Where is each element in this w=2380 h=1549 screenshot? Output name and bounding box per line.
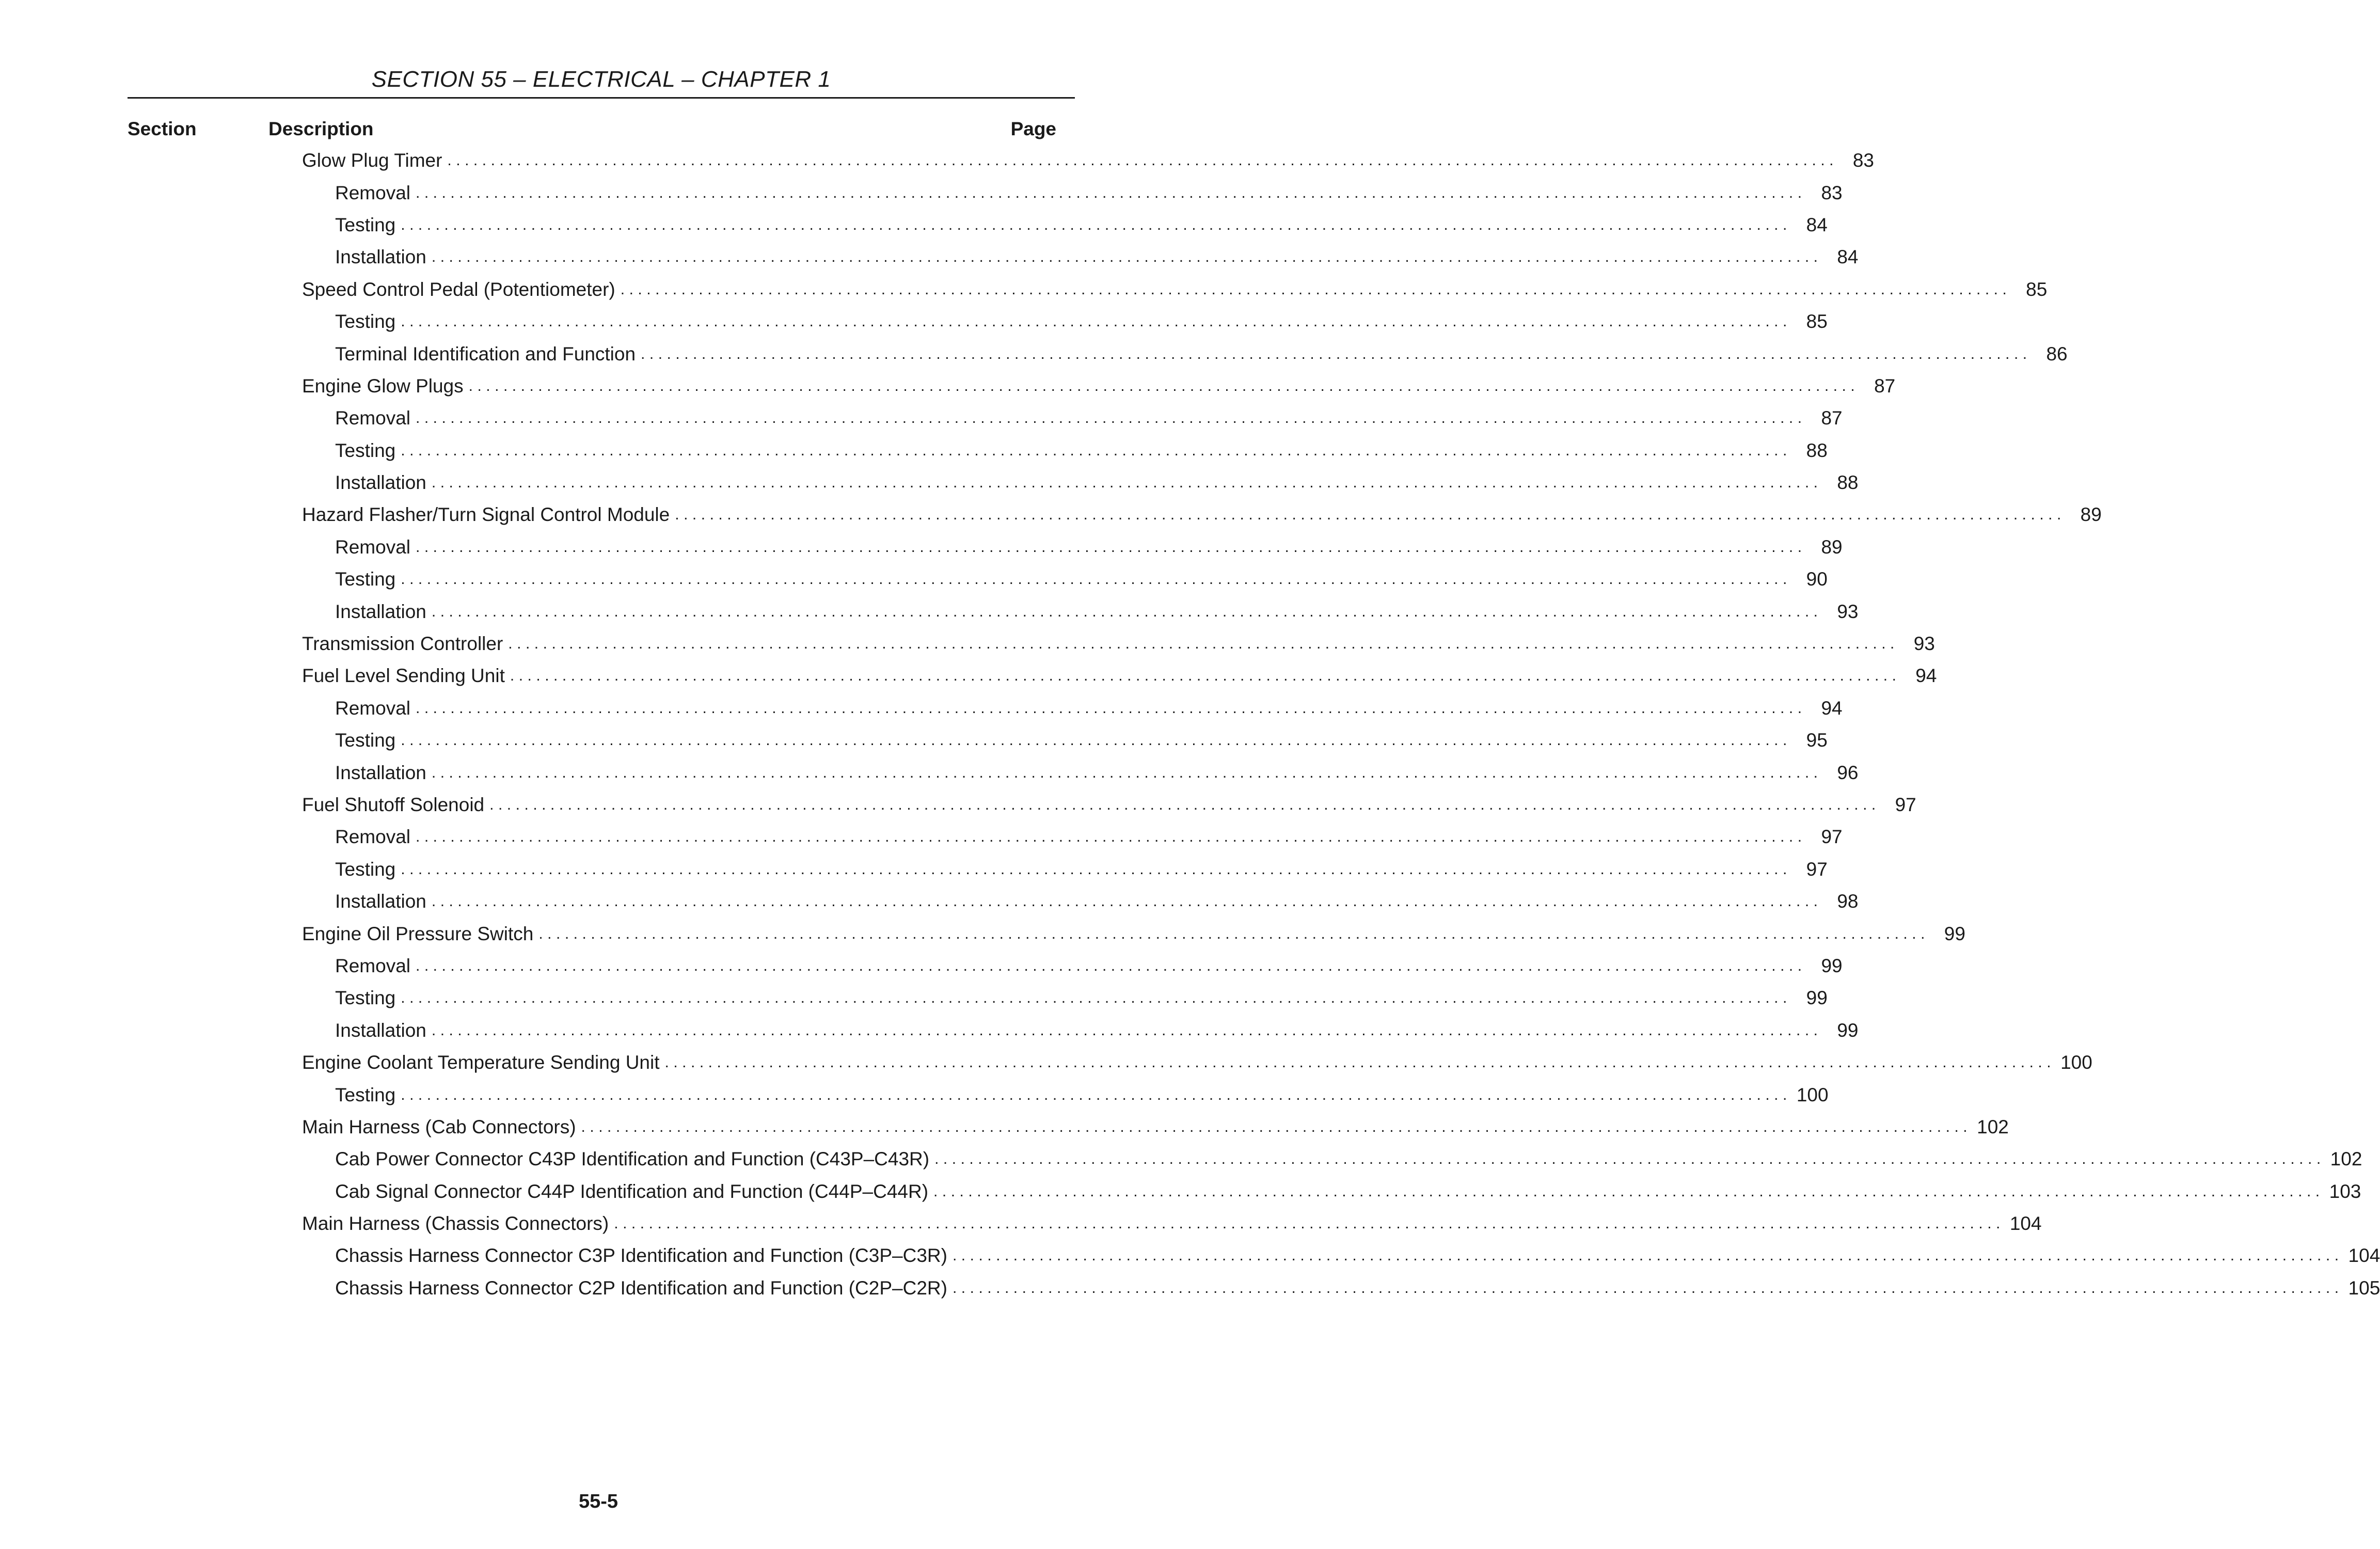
toc-entry-page: 104 bbox=[2009, 1213, 2042, 1235]
toc-entry-page: 89 bbox=[2080, 504, 2102, 526]
toc-entry-title: Fuel Shutoff Solenoid bbox=[302, 794, 485, 815]
toc-entry bbox=[0, 950, 1843, 982]
toc-entry-page: 86 bbox=[2046, 343, 2068, 365]
toc-entry bbox=[0, 918, 1965, 950]
toc-entry-page: 99 bbox=[1837, 1019, 1859, 1041]
page-header-title: SECTION 55 – ELECTRICAL – CHAPTER 1 bbox=[371, 67, 831, 92]
toc-entry-page: 88 bbox=[1806, 439, 1828, 461]
dot-leader: ................................................................................................................................................................ bbox=[641, 345, 2032, 362]
toc-entry-title: Testing bbox=[335, 568, 396, 590]
toc-entry-title: Removal bbox=[335, 407, 410, 429]
toc-entry bbox=[0, 628, 1935, 660]
toc-entry-page: 87 bbox=[1874, 375, 1896, 397]
toc-entry-page: 87 bbox=[1821, 407, 1843, 429]
toc-entry-page: 94 bbox=[1821, 697, 1843, 719]
toc-column-headers bbox=[0, 115, 1197, 144]
toc-entry-title: Fuel Level Sending Unit bbox=[302, 665, 505, 687]
toc-entry bbox=[0, 306, 1828, 338]
dot-leader: ................................................................................................................................................................ bbox=[401, 732, 1791, 749]
toc-entry bbox=[0, 853, 1828, 886]
toc-entry-page: 99 bbox=[1944, 923, 1965, 944]
toc-entry bbox=[0, 274, 2048, 306]
toc-entry-page: 83 bbox=[1821, 182, 1843, 203]
toc-entry bbox=[0, 435, 1828, 467]
toc-entry-title: Testing bbox=[335, 311, 396, 333]
toc-entry-title: Transmission Controller bbox=[302, 633, 503, 655]
toc-entry bbox=[0, 821, 1843, 853]
toc-entry-title: Speed Control Pedal (Potentiometer) bbox=[302, 278, 615, 300]
dot-leader: ................................................................................................................................................................ bbox=[401, 860, 1791, 878]
toc-entry-title: Glow Plug Timer bbox=[302, 150, 442, 171]
toc-entry-title: Installation bbox=[335, 762, 426, 783]
toc-entry-page: 99 bbox=[1821, 955, 1843, 976]
dot-leader: ................................................................................................................................................................ bbox=[934, 1150, 2325, 1168]
toc-entry-page: 85 bbox=[2026, 278, 2048, 300]
toc-entry-title: Installation bbox=[335, 472, 426, 494]
toc-entry-title: Testing bbox=[335, 730, 396, 751]
toc-entry-page: 84 bbox=[1806, 214, 1828, 235]
toc-entry-page: 83 bbox=[1852, 150, 1875, 171]
dot-leader: ................................................................................................................................................................ bbox=[508, 635, 1899, 653]
toc-entry-title: Cab Signal Connector C44P Identification and Function (C44P–C44R) bbox=[335, 1180, 929, 1202]
toc-entry-page: 97 bbox=[1895, 794, 1916, 815]
toc-entry-page: 85 bbox=[1806, 311, 1828, 333]
toc-entry bbox=[0, 1240, 2380, 1272]
dot-leader: ................................................................................................................................................................ bbox=[431, 764, 1822, 781]
toc-entry-title: Removal bbox=[335, 826, 410, 848]
toc-entry bbox=[0, 886, 1859, 918]
dot-leader: ................................................................................................................................................................ bbox=[401, 1086, 1791, 1103]
toc-entry bbox=[0, 370, 1896, 402]
toc-entry-page: 88 bbox=[1837, 472, 1859, 494]
toc-entry-page: 102 bbox=[2330, 1148, 2362, 1170]
toc-entry-page: 98 bbox=[1837, 891, 1859, 912]
toc-entry-page: 94 bbox=[1915, 665, 1937, 687]
dot-leader: ................................................................................................................................................................ bbox=[447, 152, 1838, 169]
dot-leader: ................................................................................................................................................................ bbox=[401, 571, 1791, 588]
dot-leader: ................................................................................................................................................................ bbox=[401, 216, 1791, 233]
dot-leader: ................................................................................................................................................................ bbox=[401, 313, 1791, 330]
toc-entry bbox=[0, 467, 1859, 499]
toc-entry bbox=[0, 660, 1937, 692]
toc-entry bbox=[0, 499, 2102, 531]
dot-leader: ................................................................................................................................................................ bbox=[431, 603, 1822, 620]
dot-leader: ................................................................................................................................................................ bbox=[952, 1247, 2343, 1265]
toc-entry-title: Cab Power Connector C43P Identification and Function (C43P–C43R) bbox=[335, 1148, 930, 1170]
dot-leader: ................................................................................................................................................................ bbox=[952, 1279, 2343, 1297]
toc-entry-title: Engine Glow Plugs bbox=[302, 375, 464, 397]
toc-entry-title: Main Harness (Chassis Connectors) bbox=[302, 1213, 609, 1235]
toc-entry-page: 102 bbox=[1977, 1116, 2009, 1137]
toc-entry bbox=[0, 1015, 1859, 1047]
dot-leader: ................................................................................................................................................................ bbox=[416, 409, 1806, 427]
dot-leader: ................................................................................................................................................................ bbox=[614, 1215, 2005, 1232]
toc-entry-title: Chassis Harness Connector C2P Identification and Function (C2P–C2R) bbox=[335, 1277, 947, 1299]
toc-entry-title: Installation bbox=[335, 891, 426, 912]
toc-entry bbox=[0, 177, 1843, 209]
toc-entry bbox=[0, 338, 2068, 370]
toc-entry-page: 90 bbox=[1806, 568, 1828, 590]
toc-entry-title: Chassis Harness Connector C3P Identification and Function (C3P–C3R) bbox=[335, 1245, 947, 1267]
toc-entry-title: Installation bbox=[335, 1019, 426, 1041]
toc-entry-page: 97 bbox=[1806, 858, 1828, 880]
toc-entry-title: Removal bbox=[335, 536, 410, 558]
dot-leader: ................................................................................................................................................................ bbox=[401, 441, 1791, 459]
dot-leader: ................................................................................................................................................................ bbox=[489, 796, 1880, 813]
toc-entry bbox=[0, 402, 1843, 434]
toc-entry-title: Testing bbox=[335, 214, 396, 235]
dot-leader: ................................................................................................................................................................ bbox=[675, 506, 2066, 524]
dot-leader: ................................................................................................................................................................ bbox=[416, 699, 1806, 717]
dot-leader: ................................................................................................................................................................ bbox=[431, 1021, 1822, 1039]
dot-leader: ................................................................................................................................................................ bbox=[538, 925, 1929, 942]
toc-entry bbox=[0, 724, 1828, 756]
dot-leader: ................................................................................................................................................................ bbox=[620, 280, 2011, 298]
toc-entry-page: 104 bbox=[2348, 1245, 2380, 1267]
toc-entry-page: 95 bbox=[1806, 730, 1828, 751]
toc-entry-title: Removal bbox=[335, 955, 410, 976]
dot-leader: ................................................................................................................................................................ bbox=[431, 248, 1822, 266]
toc-entry-title: Engine Coolant Temperature Sending Unit bbox=[302, 1052, 660, 1073]
toc-entry bbox=[0, 1047, 2092, 1079]
dot-leader: ................................................................................................................................................................ bbox=[664, 1054, 2056, 1071]
dot-leader: ................................................................................................................................................................ bbox=[416, 538, 1806, 556]
dot-leader: ................................................................................................................................................................ bbox=[416, 957, 1806, 974]
toc-entry-page: 93 bbox=[1913, 633, 1935, 655]
dot-leader: ................................................................................................................................................................ bbox=[416, 828, 1806, 846]
toc-entry-title: Testing bbox=[335, 858, 396, 880]
toc-entry-page: 100 bbox=[2060, 1052, 2092, 1073]
toc-entry-page: 97 bbox=[1821, 826, 1843, 848]
toc-entry-title: Testing bbox=[335, 987, 396, 1009]
toc-entry bbox=[0, 209, 1828, 241]
section-column-header: Section bbox=[128, 118, 197, 139]
toc-entry-title: Removal bbox=[335, 182, 410, 203]
toc-entry bbox=[0, 1143, 2362, 1175]
toc-entry-title: Main Harness (Cab Connectors) bbox=[302, 1116, 576, 1137]
toc-entry bbox=[0, 1208, 2042, 1240]
toc-entry-page: 103 bbox=[2329, 1180, 2361, 1202]
toc-entry-title: Hazard Flasher/Turn Signal Control Module bbox=[302, 504, 670, 526]
toc-entry-title: Removal bbox=[335, 697, 410, 719]
toc-entry bbox=[0, 241, 1859, 273]
page-number-footer: 55-5 bbox=[578, 1491, 618, 1512]
dot-leader: ................................................................................................................................................................ bbox=[933, 1182, 2324, 1200]
toc-entry-title: Installation bbox=[335, 246, 426, 268]
toc-entry-page: 105 bbox=[2348, 1277, 2380, 1299]
toc-entry bbox=[0, 1079, 1829, 1111]
dot-leader: ................................................................................................................................................................ bbox=[431, 474, 1822, 492]
dot-leader: ................................................................................................................................................................ bbox=[510, 667, 1901, 685]
toc-entry-page: 89 bbox=[1821, 536, 1843, 558]
toc-entry bbox=[0, 563, 1828, 595]
toc-entry-page: 100 bbox=[1796, 1084, 1829, 1105]
toc-entry bbox=[0, 595, 1859, 627]
toc-entry-title: Engine Oil Pressure Switch bbox=[302, 923, 534, 944]
dot-leader: ................................................................................................................................................................ bbox=[416, 184, 1806, 201]
toc-entry-page: 99 bbox=[1806, 987, 1828, 1009]
dot-leader: ................................................................................................................................................................ bbox=[468, 377, 1860, 394]
header-divider bbox=[128, 97, 1075, 99]
dot-leader: ................................................................................................................................................................ bbox=[401, 989, 1791, 1007]
toc-entry bbox=[0, 1176, 2361, 1208]
toc-entry bbox=[0, 756, 1859, 788]
toc-entry-page: 84 bbox=[1837, 246, 1859, 268]
toc-entry bbox=[0, 1272, 2380, 1304]
table-of-contents bbox=[0, 145, 2380, 1304]
toc-entry-title: Testing bbox=[335, 1084, 396, 1105]
toc-entry bbox=[0, 692, 1843, 724]
toc-entry bbox=[0, 789, 1916, 821]
page-column-header: Page bbox=[1010, 118, 1056, 139]
toc-entry-page: 93 bbox=[1837, 600, 1859, 622]
toc-entry-page: 96 bbox=[1837, 762, 1859, 783]
description-column-header: Description bbox=[268, 118, 374, 139]
dot-leader: ................................................................................................................................................................ bbox=[431, 893, 1822, 910]
toc-entry bbox=[0, 145, 1875, 177]
dot-leader: ................................................................................................................................................................ bbox=[581, 1118, 1972, 1135]
toc-entry bbox=[0, 1111, 2009, 1143]
toc-entry-title: Installation bbox=[335, 600, 426, 622]
toc-entry-title: Terminal Identification and Function bbox=[335, 343, 636, 365]
toc-entry bbox=[0, 982, 1828, 1014]
toc-entry bbox=[0, 531, 1843, 563]
toc-entry-title: Testing bbox=[335, 439, 396, 461]
